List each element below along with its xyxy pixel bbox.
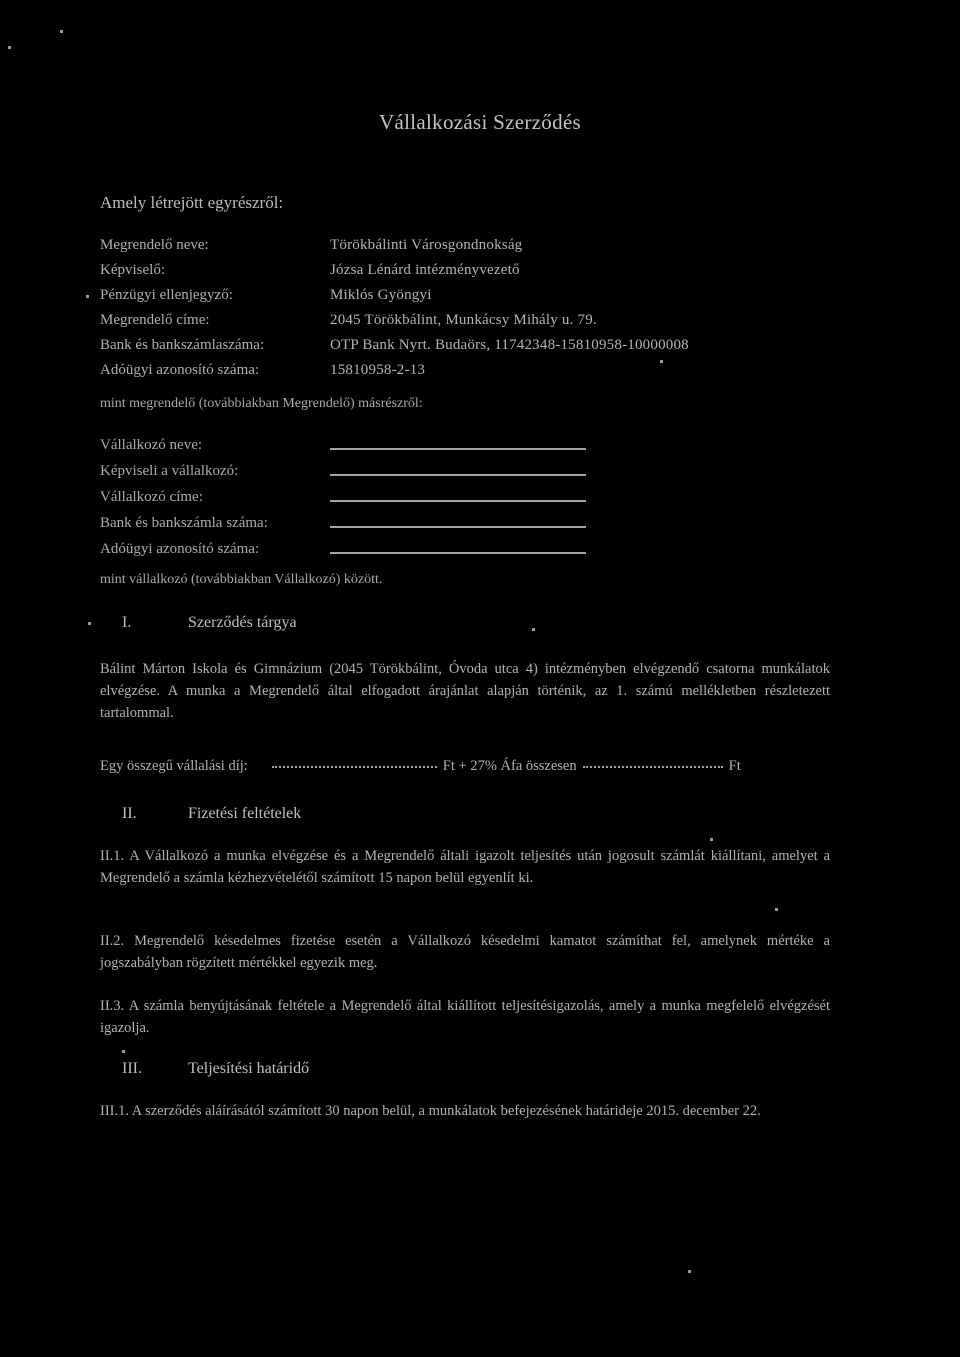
scan-speck: [60, 30, 63, 33]
client-row: [100, 258, 860, 283]
contractor-info: [100, 432, 700, 562]
client-label: Adóügyi azonosító száma:: [100, 362, 260, 378]
client-note: mint megrendelő (továbbiakban Megrendelő) másrészről:: [100, 396, 423, 411]
contractor-row: [100, 484, 700, 510]
section-paragraph: II.1. A Vállalkozó a munka elvégzése és a Megrendelő általi igazolt teljesítés után jogosult számlát kiállítani, amelyet a Megrendelő a számla kézhezvételétől számított 15 napon belül egyenlít ki.: [100, 848, 830, 886]
section-title: Szerződés tárgya: [188, 614, 297, 631]
fee-total-blank: [583, 766, 723, 768]
contractor-note: mint vállalkozó (továbbiakban Vállalkozó) között.: [100, 572, 383, 587]
section-paragraph: Bálint Márton Iskola és Gimnázium (2045 Törökbálint, Óvoda utca 4) intézményben elvégzendő csatorna munkálatok elvégzése. A munka a Megrendelő által elfogadott árajánlat alapján történik, az 1. számú mellékletben részletezett tartalommal.: [100, 661, 830, 721]
section-heading: [122, 805, 301, 823]
contractor-row: [100, 432, 700, 458]
client-label: Képviselő:: [100, 262, 165, 278]
client-label: Megrendelő címe:: [100, 312, 210, 328]
scan-speck: [532, 628, 535, 631]
scan-speck: [122, 1050, 125, 1053]
client-row: [100, 358, 860, 383]
fee-blank: [272, 766, 437, 768]
client-info: [100, 233, 860, 383]
contractor-label: Bank és bankszámla száma:: [100, 514, 268, 531]
client-value: OTP Bank Nyrt. Budaörs, 11742348-15810958-10000008: [330, 337, 689, 353]
section-paragraph: II.3. A számla benyújtásának feltétele a Megrendelő által kiállított teljesítésigazolás, amely a munka megfelelő elvégzését igazolja.: [100, 998, 830, 1036]
section-paragraph: III.1. A szerződés aláírásától számított 30 napon belül, a munkálatok befejezésének határideje 2015. december 22.: [100, 1103, 761, 1119]
fee-line: [100, 758, 820, 775]
client-label: Pénzügyi ellenjegyző:: [100, 287, 233, 303]
section-paragraph: II.2. Megrendelő késedelmes fizetése esetén a Vállalkozó késedelmi kamatot számíthat fel, amelynek mértéke a jogszabályban rögzített mértékkel egyezik meg.: [100, 933, 830, 971]
client-row: [100, 308, 860, 333]
fill-in-line: [330, 474, 586, 476]
client-value: 2045 Törökbálint, Munkácsy Mihály u. 79.: [330, 312, 597, 328]
contractor-row: [100, 536, 700, 562]
fill-in-line: [330, 552, 586, 554]
contractor-label: Adóügyi azonosító száma:: [100, 540, 260, 557]
client-value: Józsa Lénárd intézményvezető: [330, 262, 520, 278]
intro-text: Amely létrejött egyrészről:: [100, 193, 284, 212]
fill-in-line: [330, 448, 586, 450]
scan-speck: [688, 1270, 691, 1273]
section-title: Teljesítési határidő: [188, 1060, 310, 1077]
scan-speck: [775, 908, 778, 911]
client-value: 15810958-2-13: [330, 362, 426, 378]
contractor-label: Képviseli a vállalkozó:: [100, 462, 239, 479]
client-label: Bank és bankszámlaszáma:: [100, 337, 265, 353]
client-row: [100, 233, 860, 258]
contractor-label: Vállalkozó neve:: [100, 436, 203, 453]
section-title: Fizetési feltételek: [188, 805, 302, 822]
fill-in-line: [330, 500, 586, 502]
section-number: III.: [122, 1060, 142, 1077]
contractor-label: Vállalkozó címe:: [100, 488, 203, 505]
client-label: Megrendelő neve:: [100, 237, 209, 253]
fee-label: Egy összegű vállalási díj:: [100, 758, 248, 774]
fill-in-line: [330, 526, 586, 528]
scan-speck: [710, 838, 713, 841]
scan-speck: [88, 622, 91, 625]
contractor-row: [100, 458, 700, 484]
client-row: [100, 283, 860, 308]
section-number: I.: [122, 614, 132, 631]
client-row: [100, 333, 860, 358]
fee-middle-text: Ft + 27% Áfa összesen: [442, 758, 577, 774]
section-number: II.: [122, 805, 137, 822]
section-heading: [122, 1060, 309, 1078]
contractor-row: [100, 510, 700, 536]
client-value: Törökbálinti Városgondnokság: [330, 237, 523, 253]
scan-speck: [8, 46, 11, 49]
scan-speck: [660, 360, 663, 363]
document-title: Vállalkozási Szerződés: [379, 110, 581, 134]
scan-speck: [86, 295, 89, 298]
section-heading: [122, 614, 297, 632]
fee-end-text: Ft: [728, 758, 741, 774]
client-value: Miklós Gyöngyi: [330, 287, 432, 303]
